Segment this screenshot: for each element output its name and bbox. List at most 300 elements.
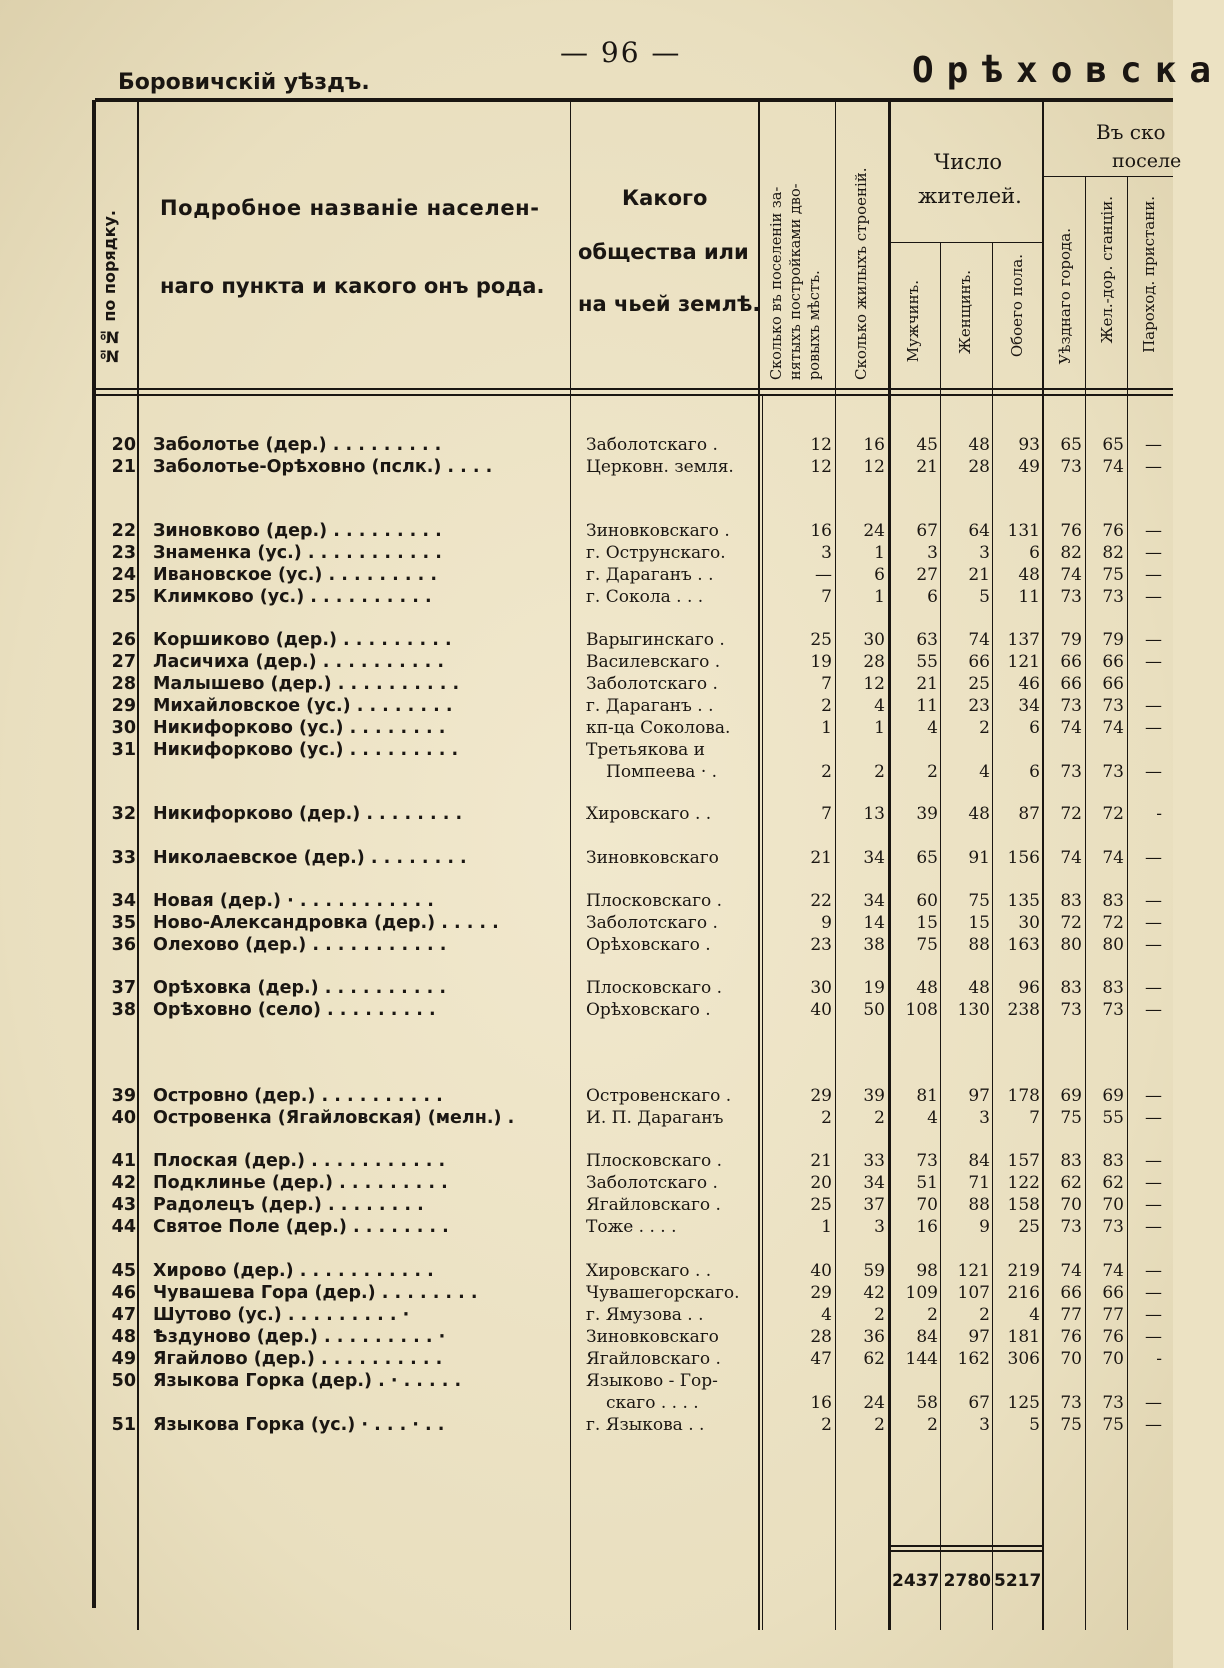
row-24-railway: 75 <box>1102 565 1124 585</box>
row-35-num: 35 <box>111 913 136 933</box>
row-44-men: 16 <box>916 1217 938 1237</box>
row-22-town: 76 <box>1060 521 1082 541</box>
row-47-num: 47 <box>111 1305 136 1325</box>
row-29-name: Михайловское (ус.) . . . . . . . . <box>153 696 453 716</box>
row-29-women: 23 <box>968 696 990 716</box>
row-28-num: 28 <box>111 674 136 694</box>
row-28-yards: 7 <box>821 674 832 694</box>
row-28-name: Малышево (дер.) . . . . . . . . . . <box>153 674 460 694</box>
row-43-yards: 25 <box>810 1195 832 1215</box>
row-44-bld: 3 <box>874 1217 885 1237</box>
row-50-num: 50 <box>111 1371 136 1391</box>
row-20-town: 65 <box>1060 435 1082 455</box>
row-32-name: Никифорково (дер.) . . . . . . . . <box>153 804 463 824</box>
row-41-soc: Плосковскаго . <box>586 1151 723 1171</box>
row-44-women: 9 <box>979 1217 990 1237</box>
row-47-soc: г. Ямузова . . <box>586 1305 704 1325</box>
total-men: 2437 <box>892 1571 940 1591</box>
header-both: Обоего пола. <box>1008 254 1026 358</box>
row-25-men: 6 <box>927 587 938 607</box>
row-44-pier: — <box>1145 1217 1162 1237</box>
row-50-name: Языкова Горка (дер.) . · . . . . . <box>153 1371 462 1391</box>
row-24-men: 27 <box>916 565 938 585</box>
row-45-pier: — <box>1145 1261 1162 1281</box>
row-39-men: 81 <box>916 1086 938 1106</box>
row-38-men: 108 <box>905 1000 938 1020</box>
row-27-soc: Василевскаго . <box>586 652 721 672</box>
row-49-num: 49 <box>111 1349 136 1369</box>
row-44-name: Святое Поле (дер.) . . . . . . . . <box>153 1217 449 1237</box>
row-30-town: 74 <box>1060 718 1082 738</box>
row-33-yards: 21 <box>810 848 832 868</box>
row-47-name: Шутово (ус.) . . . . . . . . . · <box>153 1305 410 1325</box>
row-25-soc: г. Сокола . . . <box>586 587 704 607</box>
row-31-society-cont: Помпеева · . <box>606 762 718 782</box>
row-26-women: 74 <box>968 630 990 650</box>
row-44-yards: 1 <box>821 1217 832 1237</box>
row-32-pier: - <box>1156 804 1162 824</box>
row-40-town: 75 <box>1060 1108 1082 1128</box>
row-31-town: 73 <box>1060 762 1082 782</box>
row-49-railway: 70 <box>1102 1349 1124 1369</box>
row-29-railway: 73 <box>1102 696 1124 716</box>
row-48-women: 97 <box>968 1327 990 1347</box>
row-29-soc: г. Дараганъ . . <box>586 696 714 716</box>
row-24-bld: 6 <box>874 565 885 585</box>
row-24-num: 24 <box>111 565 136 585</box>
row-36-name: Олехово (дер.) . . . . . . . . . . . <box>153 935 447 955</box>
row-39-soc: Островенскаго . <box>586 1086 732 1106</box>
row-26-num: 26 <box>111 630 136 650</box>
row-45-bld: 59 <box>863 1261 885 1281</box>
row-47-yards: 4 <box>821 1305 832 1325</box>
row-34-pier: — <box>1145 891 1162 911</box>
row-45-soc: Хировскаго . . <box>586 1261 712 1281</box>
row-33-name: Николаевское (дер.) . . . . . . . . <box>153 848 467 868</box>
row-29-town: 73 <box>1060 696 1082 716</box>
row-40-soc: И. П. Дараганъ <box>586 1108 724 1128</box>
header-yards-text: Сколько въ поселеніи за- нятыхъ постройками дво- ровыхъ мѣстъ. <box>769 183 823 380</box>
row-34-men: 60 <box>916 891 938 911</box>
row-21-women: 28 <box>968 457 990 477</box>
row-22-pier: — <box>1145 521 1162 541</box>
header-pier: Пароход. пристани. <box>1140 196 1158 353</box>
row-28-both: 46 <box>1018 674 1040 694</box>
header-town: Уѣзднаго города. <box>1056 228 1074 365</box>
row-24-pier: — <box>1145 565 1162 585</box>
row-28-soc: Заболотскаго . <box>586 674 718 694</box>
row-45-num: 45 <box>111 1261 136 1281</box>
row-45-women: 121 <box>957 1261 990 1281</box>
row-25-railway: 73 <box>1102 587 1124 607</box>
row-21-railway: 74 <box>1102 457 1124 477</box>
row-46-pier: — <box>1145 1283 1162 1303</box>
row-45-both: 219 <box>1007 1261 1040 1281</box>
row-46-num: 46 <box>111 1283 136 1303</box>
row-43-name: Радолецъ (дер.) . . . . . . . . <box>153 1195 424 1215</box>
row-49-women: 162 <box>957 1349 990 1369</box>
row-35-name: Ново-Александровка (дер.) . . . . . <box>153 913 499 933</box>
row-44-town: 73 <box>1060 1217 1082 1237</box>
header-buildings: Сколько жилыхъ строеній. <box>852 167 870 380</box>
col-border-railway <box>1127 176 1128 1630</box>
row-26-town: 79 <box>1060 630 1082 650</box>
header-distance-l1: Въ ско <box>1096 120 1166 144</box>
row-30-name: Никифорково (ус.) . . . . . . . . <box>153 718 446 738</box>
row-47-both: 4 <box>1029 1305 1040 1325</box>
row-41-both: 157 <box>1007 1151 1040 1171</box>
row-21-name: Заболотье-Орѣховно (пслк.) . . . . <box>153 457 493 477</box>
header-yards <box>768 118 825 380</box>
row-40-women: 3 <box>979 1108 990 1128</box>
row-25-name: Климково (ус.) . . . . . . . . . . <box>153 587 432 607</box>
header-name-l2: наго пункта и какого онъ рода. <box>160 274 545 298</box>
col-border-both <box>1042 100 1044 1630</box>
row-28-women: 25 <box>968 674 990 694</box>
row-46-bld: 42 <box>863 1283 885 1303</box>
row-29-pier: — <box>1145 696 1162 716</box>
row-45-name: Хирово (дер.) . . . . . . . . . . . <box>153 1261 434 1281</box>
row-36-town: 80 <box>1060 935 1082 955</box>
col-border-town <box>1085 176 1086 1630</box>
row-41-town: 83 <box>1060 1151 1082 1171</box>
row-21-yards: 12 <box>810 457 832 477</box>
row-46-yards: 29 <box>810 1283 832 1303</box>
row-29-yards: 2 <box>821 696 832 716</box>
row-47-town: 77 <box>1060 1305 1082 1325</box>
row-28-men: 21 <box>916 674 938 694</box>
col-border-women <box>992 242 993 1630</box>
row-43-men: 70 <box>916 1195 938 1215</box>
row-42-both: 122 <box>1007 1173 1040 1193</box>
row-23-soc: г. Острунскаго. <box>586 543 726 563</box>
distance-subrule <box>1043 176 1173 177</box>
row-23-bld: 1 <box>874 543 885 563</box>
row-46-name: Чувашева Гора (дер.) . . . . . . . . <box>153 1283 478 1303</box>
row-22-men: 67 <box>916 521 938 541</box>
row-23-both: 6 <box>1029 543 1040 563</box>
row-46-railway: 66 <box>1102 1283 1124 1303</box>
row-34-both: 135 <box>1007 891 1040 911</box>
row-26-pier: — <box>1145 630 1162 650</box>
row-48-yards: 28 <box>810 1327 832 1347</box>
row-42-men: 51 <box>916 1173 938 1193</box>
header-rule-1 <box>95 388 1173 390</box>
row-20-women: 48 <box>968 435 990 455</box>
col-border-num <box>137 100 139 1630</box>
row-29-bld: 4 <box>874 696 885 716</box>
row-39-name: Островно (дер.) . . . . . . . . . . <box>153 1086 443 1106</box>
row-44-both: 25 <box>1018 1217 1040 1237</box>
header-society-l2: общества или <box>578 240 749 264</box>
row-32-yards: 7 <box>821 804 832 824</box>
row-27-women: 66 <box>968 652 990 672</box>
row-33-num: 33 <box>111 848 136 868</box>
row-39-railway: 69 <box>1102 1086 1124 1106</box>
row-51-women: 3 <box>979 1415 990 1435</box>
row-24-both: 48 <box>1018 565 1040 585</box>
row-20-yards: 12 <box>810 435 832 455</box>
row-32-railway: 72 <box>1102 804 1124 824</box>
row-26-men: 63 <box>916 630 938 650</box>
row-35-soc: Заболотскаго . <box>586 913 718 933</box>
row-20-pier: — <box>1145 435 1162 455</box>
row-30-both: 6 <box>1029 718 1040 738</box>
row-50-women: 67 <box>968 1393 990 1413</box>
row-34-railway: 83 <box>1102 891 1124 911</box>
row-35-men: 15 <box>916 913 938 933</box>
row-33-bld: 34 <box>863 848 885 868</box>
row-42-pier: — <box>1145 1173 1162 1193</box>
row-45-yards: 40 <box>810 1261 832 1281</box>
header-rule-2 <box>95 394 1173 396</box>
top-rule <box>95 98 1173 102</box>
row-39-town: 69 <box>1060 1086 1082 1106</box>
row-41-women: 84 <box>968 1151 990 1171</box>
row-37-women: 48 <box>968 978 990 998</box>
row-22-num: 22 <box>111 521 136 541</box>
row-31-railway: 73 <box>1102 762 1124 782</box>
row-40-railway: 55 <box>1102 1108 1124 1128</box>
row-23-railway: 82 <box>1102 543 1124 563</box>
totals-rule-1 <box>890 1545 1042 1547</box>
row-51-num: 51 <box>111 1415 136 1435</box>
row-33-women: 91 <box>968 848 990 868</box>
row-50-bld: 24 <box>863 1393 885 1413</box>
row-40-name: Островенка (Ягайловская) (мелн.) . <box>153 1108 515 1128</box>
row-31-bld: 2 <box>874 762 885 782</box>
row-34-soc: Плосковскаго . <box>586 891 723 911</box>
row-30-yards: 1 <box>821 718 832 738</box>
row-39-both: 178 <box>1007 1086 1040 1106</box>
row-51-town: 75 <box>1060 1415 1082 1435</box>
row-42-town: 62 <box>1060 1173 1082 1193</box>
header-name-l1: Подробное названіе населен- <box>160 196 540 220</box>
row-42-women: 71 <box>968 1173 990 1193</box>
row-49-bld: 62 <box>863 1349 885 1369</box>
header-railway: Жел.-дор. станціи. <box>1098 196 1116 344</box>
page-number: — 96 — <box>560 36 682 69</box>
row-50-pier: — <box>1145 1393 1162 1413</box>
row-26-yards: 25 <box>810 630 832 650</box>
row-44-soc: Тоже . . . . <box>586 1217 677 1237</box>
row-25-pier: — <box>1145 587 1162 607</box>
row-25-bld: 1 <box>874 587 885 607</box>
row-39-women: 97 <box>968 1086 990 1106</box>
row-48-railway: 76 <box>1102 1327 1124 1347</box>
row-23-women: 3 <box>979 543 990 563</box>
row-43-pier: — <box>1145 1195 1162 1215</box>
row-42-yards: 20 <box>810 1173 832 1193</box>
row-50-yards: 16 <box>810 1393 832 1413</box>
col-border-left <box>92 100 96 1608</box>
row-24-soc: г. Дараганъ . . <box>586 565 714 585</box>
row-43-town: 70 <box>1060 1195 1082 1215</box>
row-30-men: 4 <box>927 718 938 738</box>
row-32-both: 87 <box>1018 804 1040 824</box>
row-22-women: 64 <box>968 521 990 541</box>
row-31-yards: 2 <box>821 762 832 782</box>
row-41-name: Плоская (дер.) . . . . . . . . . . . <box>153 1151 446 1171</box>
row-39-yards: 29 <box>810 1086 832 1106</box>
row-38-soc: Орѣховскаго . <box>586 1000 711 1020</box>
row-39-num: 39 <box>111 1086 136 1106</box>
row-38-bld: 50 <box>863 1000 885 1020</box>
row-46-town: 66 <box>1060 1283 1082 1303</box>
row-41-num: 41 <box>111 1151 136 1171</box>
row-50-both: 125 <box>1007 1393 1040 1413</box>
row-20-both: 93 <box>1018 435 1040 455</box>
row-22-railway: 76 <box>1102 521 1124 541</box>
row-26-railway: 79 <box>1102 630 1124 650</box>
row-20-railway: 65 <box>1102 435 1124 455</box>
row-39-bld: 39 <box>863 1086 885 1106</box>
row-37-bld: 19 <box>863 978 885 998</box>
row-23-town: 82 <box>1060 543 1082 563</box>
row-37-soc: Плосковскаго . <box>586 978 723 998</box>
row-40-bld: 2 <box>874 1108 885 1128</box>
header-inhabitants-l1: Число <box>934 150 1002 174</box>
row-27-yards: 19 <box>810 652 832 672</box>
row-33-pier: — <box>1145 848 1162 868</box>
row-49-pier: - <box>1156 1349 1162 1369</box>
row-33-soc: Зиновковскаго <box>586 848 719 868</box>
row-27-railway: 66 <box>1102 652 1124 672</box>
row-31-name: Никифорково (ус.) . . . . . . . . . <box>153 740 459 760</box>
row-27-name: Ласичиха (дер.) . . . . . . . . . . <box>153 652 445 672</box>
row-34-bld: 34 <box>863 891 885 911</box>
row-27-pier: — <box>1145 652 1162 672</box>
row-51-both: 5 <box>1029 1415 1040 1435</box>
row-27-town: 66 <box>1060 652 1082 672</box>
row-48-both: 181 <box>1007 1327 1040 1347</box>
row-37-both: 96 <box>1018 978 1040 998</box>
row-44-railway: 73 <box>1102 1217 1124 1237</box>
row-48-men: 84 <box>916 1327 938 1347</box>
row-49-yards: 47 <box>810 1349 832 1369</box>
row-32-num: 32 <box>111 804 136 824</box>
row-36-bld: 38 <box>863 935 885 955</box>
row-48-town: 76 <box>1060 1327 1082 1347</box>
header-distance-l2: поселе <box>1112 150 1182 172</box>
row-30-bld: 1 <box>874 718 885 738</box>
row-45-men: 98 <box>916 1261 938 1281</box>
row-25-both: 11 <box>1018 587 1040 607</box>
row-51-pier: — <box>1145 1415 1162 1435</box>
row-23-pier: — <box>1145 543 1162 563</box>
row-25-town: 73 <box>1060 587 1082 607</box>
row-20-name: Заболотье (дер.) . . . . . . . . . <box>153 435 442 455</box>
row-42-soc: Заболотскаго . <box>586 1173 718 1193</box>
district-title: Боровичскій уѣздъ. <box>118 70 370 95</box>
row-40-men: 4 <box>927 1108 938 1128</box>
row-42-name: Подклинье (дер.) . . . . . . . . . <box>153 1173 448 1193</box>
row-40-num: 40 <box>111 1108 136 1128</box>
row-30-num: 30 <box>111 718 136 738</box>
row-43-bld: 37 <box>863 1195 885 1215</box>
row-21-num: 21 <box>111 457 136 477</box>
row-36-yards: 23 <box>810 935 832 955</box>
row-43-both: 158 <box>1007 1195 1040 1215</box>
total-women: 2780 <box>943 1571 991 1591</box>
row-46-men: 109 <box>905 1283 938 1303</box>
row-27-bld: 28 <box>863 652 885 672</box>
row-40-pier: — <box>1145 1108 1162 1128</box>
row-46-soc: Чувашегорскаго. <box>586 1283 740 1303</box>
row-51-bld: 2 <box>874 1415 885 1435</box>
row-34-yards: 22 <box>810 891 832 911</box>
row-21-bld: 12 <box>863 457 885 477</box>
row-38-pier: — <box>1145 1000 1162 1020</box>
row-33-men: 65 <box>916 848 938 868</box>
col-border-yards <box>835 100 836 1630</box>
row-33-both: 156 <box>1007 848 1040 868</box>
row-20-bld: 16 <box>863 435 885 455</box>
row-40-yards: 2 <box>821 1108 832 1128</box>
row-43-women: 88 <box>968 1195 990 1215</box>
row-32-bld: 13 <box>863 804 885 824</box>
row-31-both: 6 <box>1029 762 1040 782</box>
row-23-men: 3 <box>927 543 938 563</box>
row-31-soc: Третьякова и <box>586 740 705 760</box>
row-47-bld: 2 <box>874 1305 885 1325</box>
row-35-both: 30 <box>1018 913 1040 933</box>
row-28-railway: 66 <box>1102 674 1124 694</box>
row-49-both: 306 <box>1007 1349 1040 1369</box>
row-45-railway: 74 <box>1102 1261 1124 1281</box>
row-38-town: 73 <box>1060 1000 1082 1020</box>
row-38-num: 38 <box>111 1000 136 1020</box>
row-38-railway: 73 <box>1102 1000 1124 1020</box>
row-42-bld: 34 <box>863 1173 885 1193</box>
row-43-railway: 70 <box>1102 1195 1124 1215</box>
row-50-town: 73 <box>1060 1393 1082 1413</box>
row-20-num: 20 <box>111 435 136 455</box>
row-37-pier: — <box>1145 978 1162 998</box>
total-both: 5217 <box>994 1571 1042 1591</box>
row-32-town: 72 <box>1060 804 1082 824</box>
row-38-women: 130 <box>957 1000 990 1020</box>
row-48-name: Ѣздуново (дер.) . . . . . . . . . · <box>153 1327 446 1347</box>
row-22-yards: 16 <box>810 521 832 541</box>
row-28-bld: 12 <box>863 674 885 694</box>
row-26-bld: 30 <box>863 630 885 650</box>
row-30-railway: 74 <box>1102 718 1124 738</box>
row-22-both: 131 <box>1007 521 1040 541</box>
row-42-railway: 62 <box>1102 1173 1124 1193</box>
header-inhabitants-l2: жителей. <box>918 184 1022 208</box>
row-41-pier: — <box>1145 1151 1162 1171</box>
row-46-women: 107 <box>957 1283 990 1303</box>
row-30-pier: — <box>1145 718 1162 738</box>
row-21-town: 73 <box>1060 457 1082 477</box>
volost-title: Орѣховска <box>912 50 1224 91</box>
row-51-yards: 2 <box>821 1415 832 1435</box>
row-50-railway: 73 <box>1102 1393 1124 1413</box>
row-24-women: 21 <box>968 565 990 585</box>
row-36-num: 36 <box>111 935 136 955</box>
row-39-pier: — <box>1145 1086 1162 1106</box>
row-43-num: 43 <box>111 1195 136 1215</box>
row-48-soc: Зиновковскаго <box>586 1327 719 1347</box>
row-44-num: 44 <box>111 1217 136 1237</box>
row-36-women: 88 <box>968 935 990 955</box>
header-society-l3: на чьей землѣ. <box>578 292 761 316</box>
row-34-town: 83 <box>1060 891 1082 911</box>
row-22-bld: 24 <box>863 521 885 541</box>
row-29-num: 29 <box>111 696 136 716</box>
row-21-soc: Церковн. земля. <box>586 457 734 477</box>
